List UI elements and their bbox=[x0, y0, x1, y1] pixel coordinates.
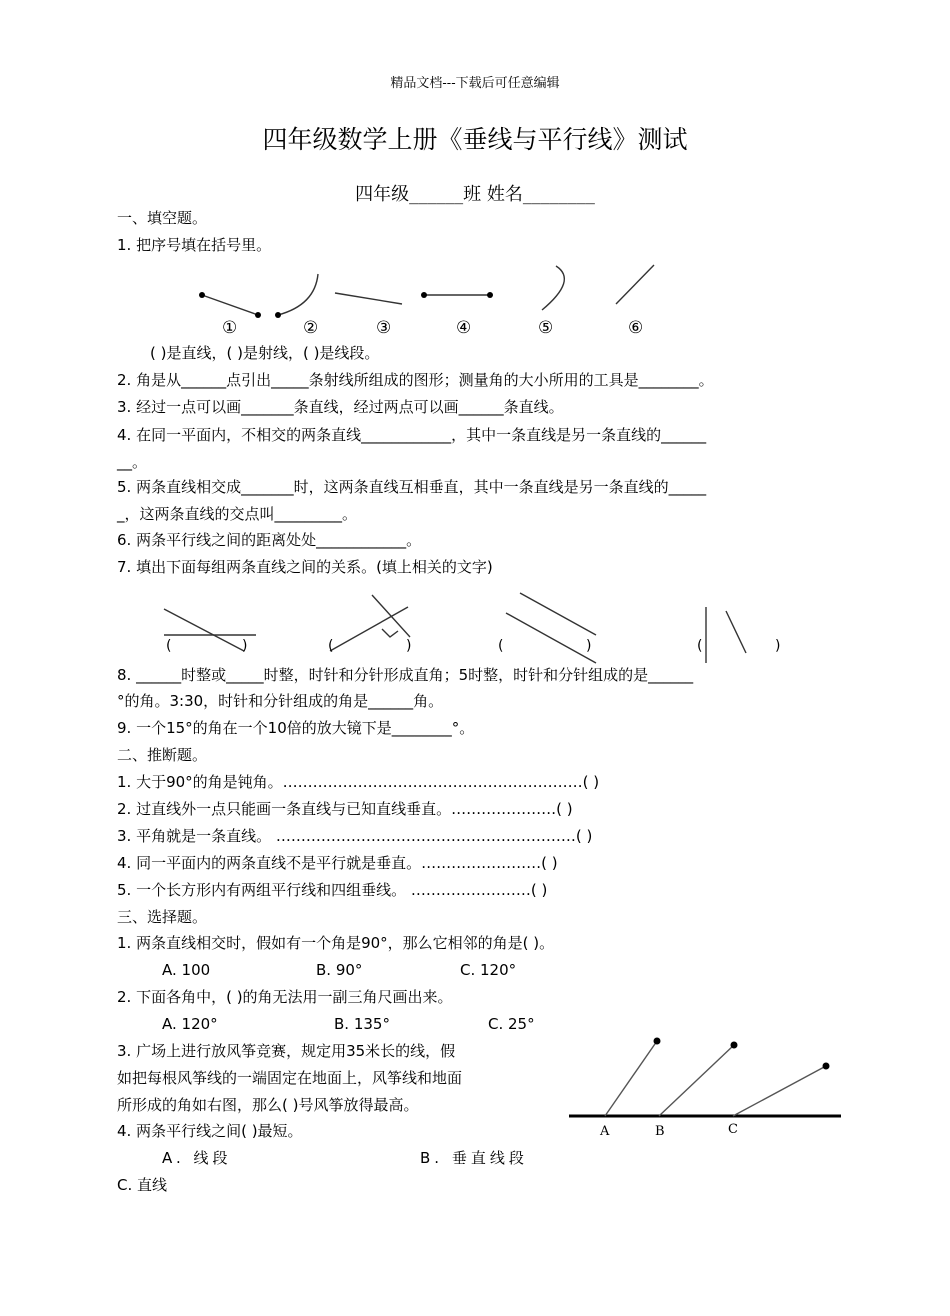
point-dot bbox=[421, 292, 427, 298]
pair3-line-a bbox=[520, 593, 596, 635]
choice-q4-option-b: B. 垂直线段 bbox=[420, 1149, 528, 1167]
pair3-line-b bbox=[506, 613, 596, 663]
line-types-figure bbox=[190, 260, 670, 345]
kite-figure bbox=[565, 1030, 845, 1130]
judge-item-1: 1. 大于90°的角是钝角。……………………………………………………( ) bbox=[117, 773, 600, 791]
choice-q4-option-c: C. 直线 bbox=[117, 1176, 168, 1194]
kite-a bbox=[654, 1038, 661, 1045]
page-title: 四年级数学上册《垂线与平行线》测试 bbox=[262, 125, 688, 154]
right-angle-mark bbox=[382, 629, 398, 637]
point-dot bbox=[255, 312, 261, 318]
pair1-open-bracket: ( bbox=[166, 638, 172, 654]
line-figure-3 bbox=[335, 293, 402, 304]
q1-8-text: 8. ______时整或_____时整，时针和分针形成直角；5时整，时针和分针组成的是______ bbox=[117, 666, 694, 684]
choice-q4-option-a: A. 线段 bbox=[162, 1149, 232, 1167]
fig-label-4: ④ bbox=[456, 318, 472, 338]
fig-label-3: ③ bbox=[376, 318, 392, 338]
line-relations-figure bbox=[150, 585, 810, 665]
kite-c bbox=[823, 1063, 830, 1070]
choice-q3-line-2: 如把每根风筝线的一端固定在地面上，风筝线和地面 bbox=[117, 1069, 463, 1087]
pair1-line-a bbox=[164, 609, 244, 651]
q1-3-text: 3. 经过一点可以画_______条直线，经过两点可以画______条直线。 bbox=[117, 398, 564, 416]
q1-1-answer: ( )是直线，( )是射线，( )是线段。 bbox=[150, 344, 380, 362]
pair2-open-bracket: ( bbox=[328, 638, 334, 654]
fig-label-1: ① bbox=[222, 318, 238, 338]
q1-5-continued: _，这两条直线的交点叫_________。 bbox=[117, 505, 358, 523]
page-header: 精品文档---下载后可任意编辑 bbox=[390, 76, 560, 91]
point-dot bbox=[275, 312, 281, 318]
judge-item-4: 4. 同一平面内的两条直线不是平行就是垂直。……………………( ) bbox=[117, 854, 558, 872]
class-name-line: 四年级______班 姓名________ bbox=[355, 184, 595, 205]
q1-8-continued: °的角。3:30，时针和分针组成的角是______角。 bbox=[117, 692, 444, 710]
pair2-line-b bbox=[330, 607, 408, 651]
section1-heading: 一、填空题。 bbox=[117, 209, 208, 227]
line-figure-6 bbox=[616, 265, 654, 304]
kite-label-b: B bbox=[655, 1124, 665, 1139]
fig-label-6: ⑥ bbox=[628, 318, 644, 338]
point-dot bbox=[199, 292, 205, 298]
choice-q2-option-a: A. 120° bbox=[162, 1015, 218, 1033]
line-figure-5 bbox=[542, 266, 564, 310]
pair4-close-bracket: ) bbox=[775, 638, 781, 654]
choice-q3-line-3: 所形成的角如右图，那么( )号风筝放得最高。 bbox=[117, 1096, 419, 1114]
choice-q2-option-c: C. 25° bbox=[488, 1015, 535, 1033]
q1-4-continued: __。 bbox=[117, 453, 148, 471]
choice-q1-text: 1. 两条直线相交时，假如有一个角是90°，那么它相邻的角是( )。 bbox=[117, 934, 555, 952]
choice-q1-option-c: C. 120° bbox=[460, 961, 517, 979]
q1-2-text: 2. 角是从______点引出_____条射线所组成的图形；测量角的大小所用的工具是________。 bbox=[117, 371, 714, 389]
point-dot bbox=[487, 292, 493, 298]
fig-label-5: ⑤ bbox=[538, 318, 554, 338]
kite-string-a bbox=[605, 1041, 657, 1116]
pair4-open-bracket: ( bbox=[697, 638, 703, 654]
kite-string-b bbox=[659, 1045, 734, 1116]
pair3-close-bracket: ) bbox=[586, 638, 592, 654]
q1-9-text: 9. 一个15°的角在一个10倍的放大镜下是________°。 bbox=[117, 719, 475, 737]
kite-string-c bbox=[733, 1066, 826, 1116]
pair2-close-bracket: ) bbox=[406, 638, 412, 654]
judge-item-2: 2. 过直线外一点只能画一条直线与已知直线垂直。…………………( ) bbox=[117, 800, 573, 818]
choice-q2-text: 2. 下面各角中，( )的角无法用一副三角尺画出来。 bbox=[117, 988, 453, 1006]
choice-q4-text: 4. 两条平行线之间( )最短。 bbox=[117, 1122, 303, 1140]
kite-label-c: C bbox=[728, 1122, 738, 1137]
section3-heading: 三、选择题。 bbox=[117, 908, 208, 926]
judge-item-3: 3. 平角就是一条直线。 ……………………………………………………( ) bbox=[117, 827, 593, 845]
line-figure-2 bbox=[278, 274, 318, 315]
q1-1-text: 1. 把序号填在括号里。 bbox=[117, 236, 272, 254]
choice-q1-option-a: A. 100 bbox=[162, 961, 211, 979]
q1-6-text: 6. 两条平行线之间的距离处处____________。 bbox=[117, 531, 422, 549]
choice-q2-option-b: B. 135° bbox=[334, 1015, 390, 1033]
q1-4-text: 4. 在同一平面内，不相交的两条直线____________，其中一条直线是另一条直线的______ bbox=[117, 426, 707, 444]
line-figure-1 bbox=[202, 295, 258, 315]
kite-b bbox=[731, 1042, 738, 1049]
pair3-open-bracket: ( bbox=[498, 638, 504, 654]
choice-q1-option-b: B. 90° bbox=[316, 961, 363, 979]
q1-7-text: 7. 填出下面每组两条直线之间的关系。(填上相关的文字) bbox=[117, 558, 493, 576]
pair1-close-bracket: ) bbox=[242, 638, 248, 654]
choice-q3-line-1: 3. 广场上进行放风筝竞赛，规定用35米长的线，假 bbox=[117, 1042, 456, 1060]
kite-label-a: A bbox=[600, 1124, 610, 1139]
section2-heading: 二、推断题。 bbox=[117, 746, 208, 764]
fig-label-2: ② bbox=[303, 318, 319, 338]
q1-5-text: 5. 两条直线相交成_______时，这两条直线互相垂直，其中一条直线是另一条直线的_____ bbox=[117, 478, 707, 496]
judge-item-5: 5. 一个长方形内有两组平行线和四组垂线。 ……………………( ) bbox=[117, 881, 548, 899]
pair4-line-b bbox=[726, 611, 746, 653]
